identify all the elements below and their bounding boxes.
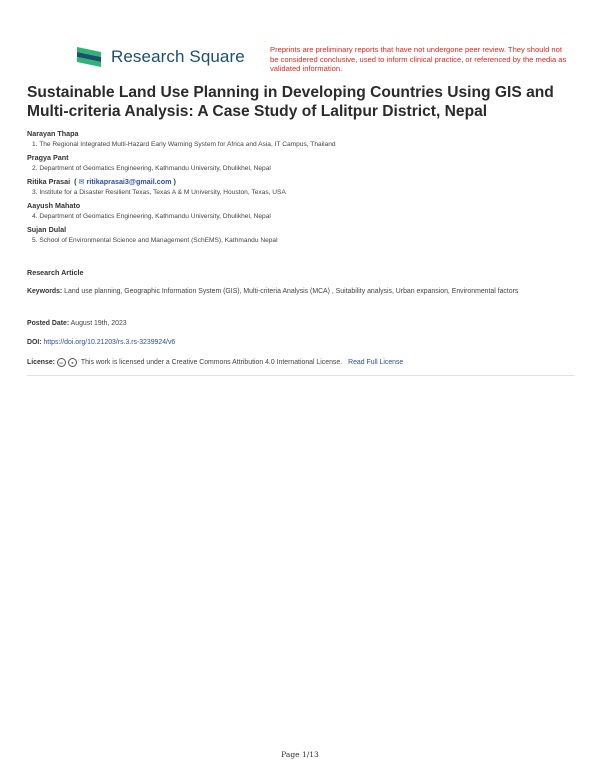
author-entry (27, 176, 577, 199)
doi-label: DOI: (27, 339, 42, 346)
posted-date (27, 320, 127, 327)
paper-title: Sustainable Land Use Planning in Developing Countries Using GIS and Multi-criteria Analysis: A Case Study of Lalitpur District, Nepal (27, 84, 554, 120)
author-affiliation: 1. The Regional Integrated Multi-Hazard Early Warning System for Africa and Asia, IT Campus, Thailand (32, 141, 336, 148)
author-name: Sujan Dulal (27, 225, 67, 234)
license-label: License: (27, 359, 55, 366)
research-square-logo-icon (75, 44, 103, 70)
author-entry (27, 224, 577, 247)
author-email-link[interactable]: ritikaprasai3@gmail.com (86, 177, 172, 186)
author-entry (27, 128, 577, 151)
author-name: Ritika Prasai (27, 177, 71, 186)
author-name-with-email (27, 176, 577, 187)
email-paren-open: ( (72, 177, 77, 186)
page-number: Page 1/13 (281, 750, 319, 759)
author-entry (27, 200, 577, 223)
author-affiliation: 5. School of Environmental Science and Management (SchEMS), Kathmandu Nepal (32, 237, 278, 244)
keywords-label: Keywords: (27, 288, 63, 295)
posted-date-value: August 19th, 2023 (70, 320, 127, 327)
mail-icon: ✉ (78, 177, 85, 186)
author-affiliation: 4. Department of Geomatics Engineering, Kathmandu University, Dhulikhel, Nepal (32, 213, 271, 220)
preprint-disclaimer: Preprints are preliminary reports that have not undergone peer review. They should not be considered conclusive, used to inform clinical practice, or referenced by the media as validated information. (270, 45, 567, 74)
keywords-text: Land use planning, Geographic Information System (GIS), Multi-criteria Analysis (MCA) , Suitability analysis, Urban expansion, Environmental factors (64, 288, 519, 295)
doi (27, 339, 175, 346)
section-divider (27, 375, 574, 376)
author-list (27, 128, 577, 248)
by-icon: ● (68, 358, 77, 367)
author-name: Pragya Pant (27, 153, 69, 162)
author-affiliation: 2. Department of Geomatics Engineering, Kathmandu University, Dhulikhel, Nepal (32, 165, 271, 172)
research-square-logo[interactable] (75, 44, 245, 70)
author-entry (27, 152, 577, 175)
keywords (27, 287, 567, 297)
email-paren-close: ) (173, 177, 176, 186)
article-type: Research Article (27, 268, 84, 277)
author-name: Aayush Mahato (27, 201, 81, 210)
posted-date-label: Posted Date: (27, 320, 70, 327)
license (27, 358, 403, 367)
license-text: This work is licensed under a Creative Commons Attribution 4.0 International License. (80, 359, 343, 366)
author-name: Narayan Thapa (27, 129, 79, 138)
logo-text: Research Square (111, 47, 245, 66)
author-affiliation: 3. Institute for a Disaster Resilient Texas, Texas A & M University, Houston, Texas, USA (32, 189, 286, 196)
doi-link[interactable]: https://doi.org/10.21203/rs.3.rs-3239924/v6 (43, 339, 176, 346)
read-full-license-link[interactable]: Read Full License (348, 359, 404, 366)
cc-icon: cc (57, 358, 66, 367)
